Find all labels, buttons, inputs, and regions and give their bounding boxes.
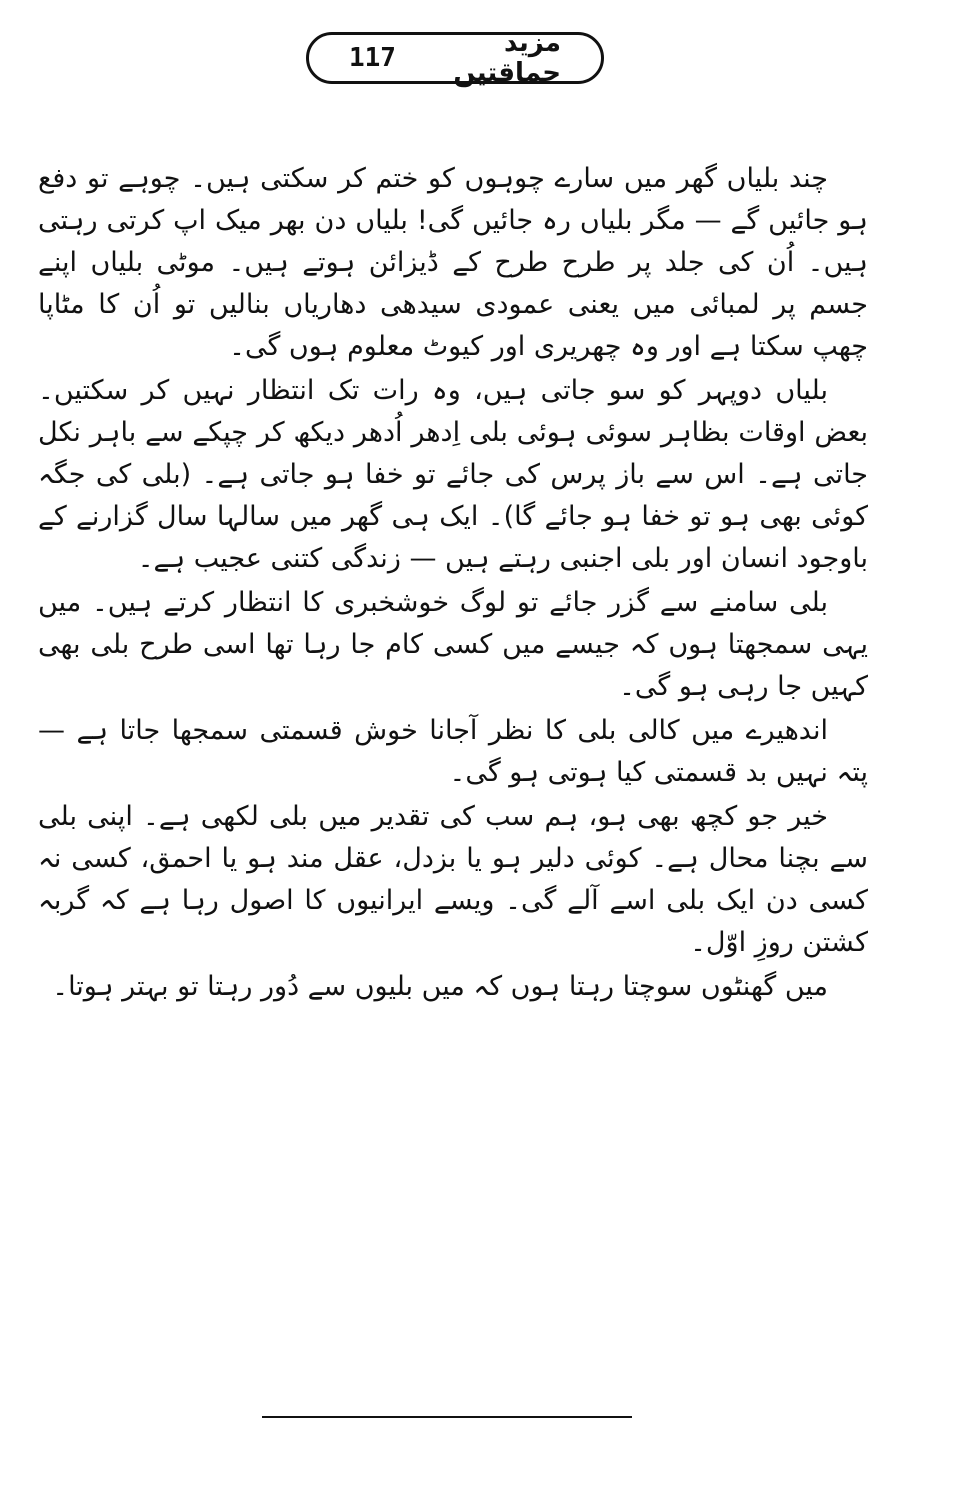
paragraph-5: خیر جو کچھ بھی ہو، ہم سب کی تقدیر میں بلی لکھی ہے۔ اپنی بلی سے بچنا محال ہے۔ کوئی دلیر ہو یا بزدل، عقل مند ہو یا احمق، کسی نہ کسی دن ایک بلی اسے آلے گی۔ ویسے ایرانیوں کا اصول رہا ہے کہ گربہ کشتن روزِ اوّل۔ bbox=[38, 801, 868, 958]
paragraph-3: بلی سامنے سے گزر جائے تو لوگ خوشخبری کا انتظار کرتے ہیں۔ میں یہی سمجھتا ہوں کہ جیسے میں کسی کام جا رہا تھا اسی طرح بلی بھی کہیں جا رہی ہو گی۔ bbox=[38, 587, 868, 702]
book-title: مزید حماقتیں bbox=[453, 28, 561, 88]
paragraph-4: اندھیرے میں کالی بلی کا نظر آجانا خوش قسمتی سمجھا جاتا ہے — پتہ نہیں بد قسمتی کیا ہوتی ہو گی۔ bbox=[38, 715, 868, 788]
page-number: 117 bbox=[349, 43, 396, 73]
paragraph-1: چند بلیاں گھر میں سارے چوہوں کو ختم کر سکتی ہیں۔ چوہے تو دفع ہو جائیں گے — مگر بلیاں رہ جائیں گی! بلیاں دن بھر میک اپ کرتی رہتی ہیں۔ اُن کی جلد پر طرح طرح کے ڈیزائن ہوتے ہیں۔ موٹی بلیاں اپنے جسم پر لمبائی میں یعنی عمودی سیدھی دھاریاں بنالیں تو اُن کا مٹاپا چھپ سکتا ہے اور وہ چھریری اور کیوٹ معلوم ہوں گی۔ bbox=[38, 163, 868, 362]
paragraph-2: بلیاں دوپہر کو سو جاتی ہیں، وہ رات تک انتظار نہیں کر سکتیں۔ بعض اوقات بظاہر سوئی ہوئی بلی اِدھر اُدھر دیکھ کر چپکے سے باہر نکل جاتی ہے۔ اس سے باز پرس کی جائے تو خفا ہو جاتی ہے۔ (بلی کی جگہ کوئی بھی ہو تو خفا ہو جائے گا)۔ ایک ہی گھر میں سالہا سال گزارنے کے باوجود انسان اور بلی اجنبی رہتے ہیں — زندگی کتنی عجیب ہے۔ bbox=[38, 375, 868, 574]
page-header bbox=[306, 28, 604, 88]
footer-divider bbox=[262, 1416, 632, 1418]
page-body bbox=[38, 158, 868, 1008]
paragraph-6: میں گھنٹوں سوچتا رہتا ہوں کہ میں بلیوں سے دُور رہتا تو بہتر ہوتا۔ bbox=[52, 971, 828, 1002]
